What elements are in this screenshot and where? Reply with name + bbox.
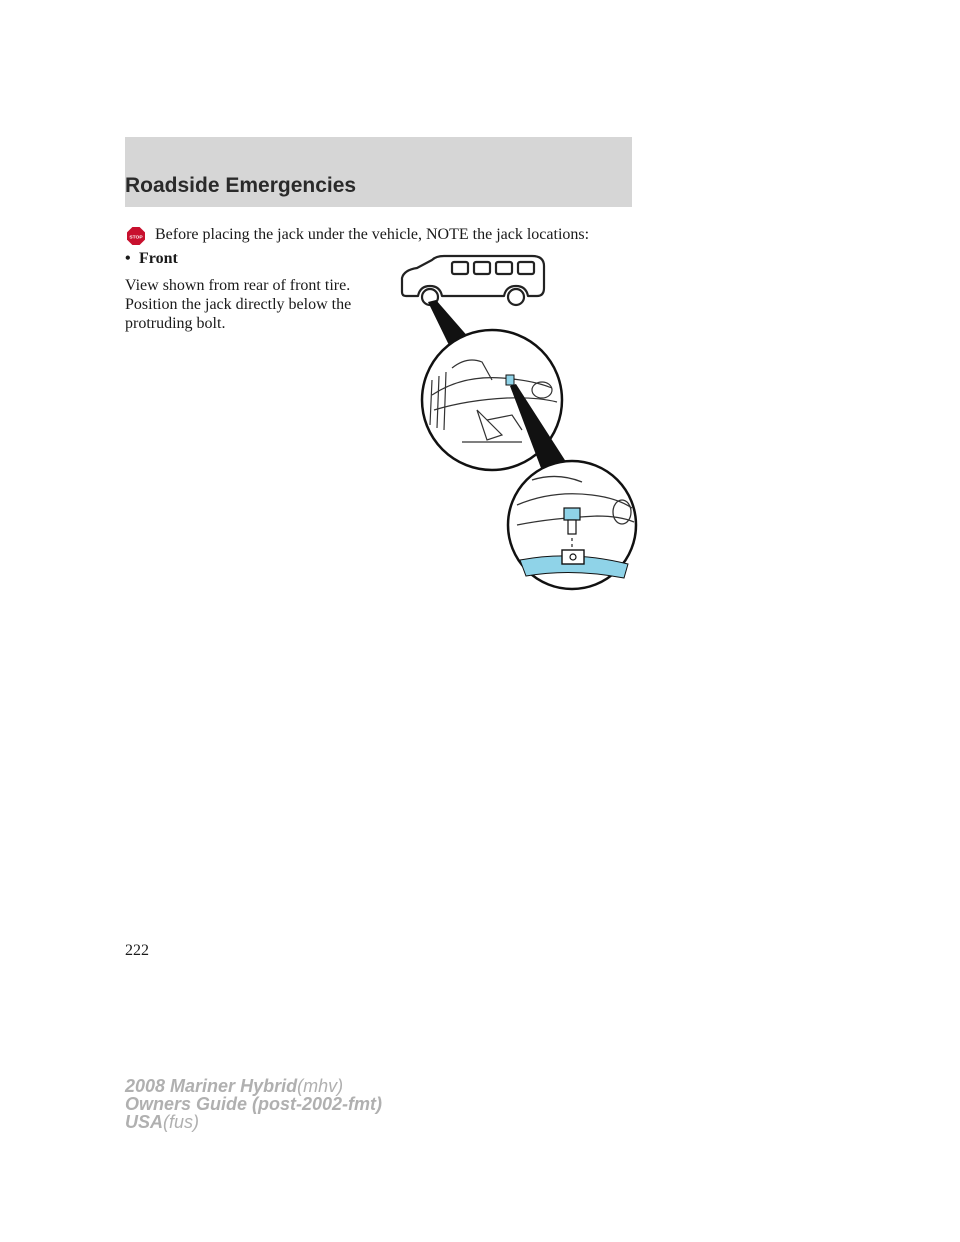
warning-text: Before placing the jack under the vehicle, NOTE the jack locations: — [155, 226, 590, 243]
body-paragraph — [125, 276, 395, 333]
jack-bolt-highlight-2 — [564, 508, 580, 520]
footer-line — [125, 1095, 382, 1113]
vehicle-outline — [402, 256, 544, 305]
footer-line — [125, 1077, 382, 1095]
bullet-symbol: • — [125, 250, 131, 267]
footer-model: 2008 Mariner Hybrid — [125, 1076, 298, 1096]
body-line: View shown from rear of front tire. — [125, 277, 351, 294]
bullet-front — [125, 250, 178, 268]
jack-bolt-highlight-1 — [506, 375, 514, 385]
warning-line — [125, 226, 645, 246]
body-line: protruding bolt. — [125, 315, 226, 332]
jack-saddle — [562, 550, 584, 564]
jack-location-illustration — [392, 250, 642, 595]
section-title: Roadside Emergencies — [125, 174, 357, 197]
footer-region: USA — [125, 1112, 164, 1132]
footer-code: (mhv) — [297, 1076, 344, 1096]
footer-doc-info — [125, 1077, 382, 1131]
bolt-stem — [568, 520, 576, 534]
body-line: Position the jack directly below the — [125, 296, 352, 313]
footer-guide: Owners Guide (post-2002-fmt) — [125, 1094, 383, 1114]
footer-line — [125, 1113, 382, 1131]
bullet-label: Front — [139, 250, 178, 267]
stop-sign-icon — [127, 227, 145, 245]
svg-text:STOP: STOP — [129, 235, 143, 241]
page-number: 222 — [125, 942, 149, 959]
footer-region-code: (fus) — [163, 1112, 200, 1132]
